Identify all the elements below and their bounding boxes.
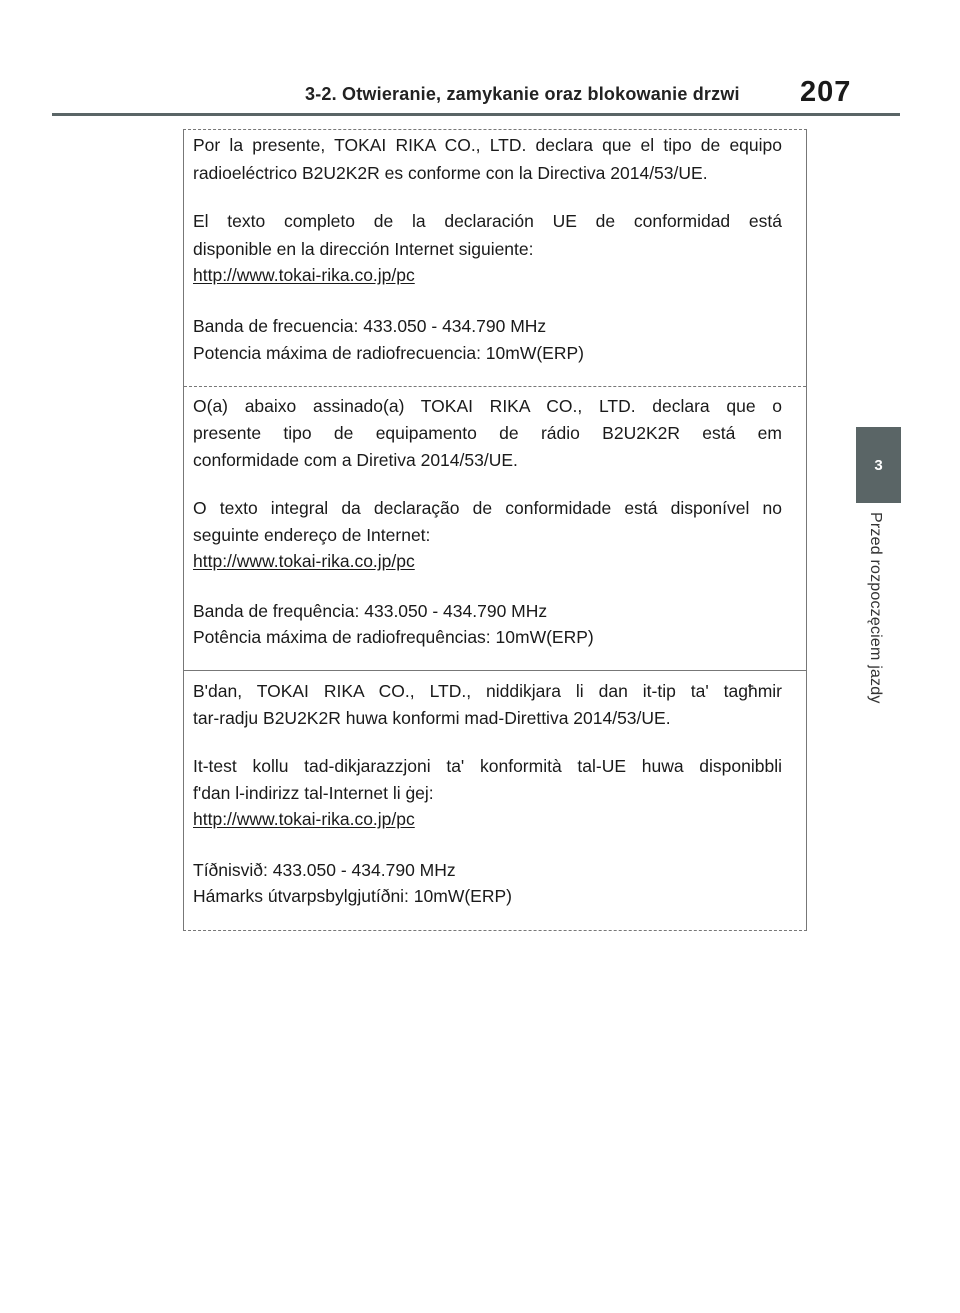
declaration-link[interactable]: http://www.tokai-rika.co.jp/pc [193,265,415,285]
max-power-text: Potência máxima de radiofrequências: 10mW(ERP) [193,627,594,647]
paragraph-line: f'dan l-indirizz tal-Internet li ġej: [193,783,434,803]
paragraph-line: conformidade com a Diretiva 2014/53/UE. [193,450,518,470]
declaration-section-portuguese [184,386,806,671]
frequency-band-text: Banda de frequência: 433.050 - 434.790 MHz [193,601,548,621]
max-power-text: Potencia máxima de radiofrecuencia: 10mW(ERP) [193,343,584,363]
paragraph-line: It-test kollu tad-dikjarazzjoni ta' konformità tal-UE huwa disponibbli [193,756,782,776]
chapter-tab-number: 3 [874,456,883,474]
page-number: 207 [800,76,852,108]
paragraph-line: O(a) abaixo assinado(a) TOKAI RIKA CO., LTD. declara que o [193,396,782,416]
paragraph-line: El texto completo de la declaración UE de conformidad está [193,211,782,231]
declaration-section-maltese [184,670,806,931]
frequency-band-text: Banda de frecuencia: 433.050 - 434.790 MHz [193,316,547,336]
paragraph-line: seguinte endereço de Internet: [193,525,431,545]
paragraph-line: radioeléctrico B2U2K2R es conforme con la Directiva 2014/53/UE. [193,163,708,183]
chapter-side-label: Przed rozpoczęciem jazdy [867,512,884,704]
running-header-title: 3-2. Otwieranie, zamykanie oraz blokowanie drzwi [305,84,740,104]
paragraph-line: O texto integral da declaração de conformidade está disponível no [193,498,782,518]
max-power-text: Hámarks útvarpsbylgjutíðni: 10mW(ERP) [193,886,512,906]
declaration-box [183,129,807,931]
declaration-link[interactable]: http://www.tokai-rika.co.jp/pc [193,551,415,571]
paragraph-line: Por la presente, TOKAI RIKA CO., LTD. declara que el tipo de equipo [193,135,782,155]
paragraph-line: disponible en la dirección Internet siguiente: [193,239,534,259]
frequency-band-text: Tíðnisvið: 433.050 - 434.790 MHz [193,860,456,880]
paragraph-line: presente tipo de equipamento de rádio B2U2K2R está em [193,423,782,443]
paragraph-line: tar-radju B2U2K2R huwa konformi mad-Direttiva 2014/53/UE. [193,708,671,728]
declaration-section-spanish [184,130,806,386]
header-rule [52,113,900,116]
paragraph-line: B'dan, TOKAI RIKA CO., LTD., niddikjara li dan it-tip ta' tagħmir [193,681,782,701]
declaration-link[interactable]: http://www.tokai-rika.co.jp/pc [193,809,415,829]
chapter-tab [856,427,901,503]
